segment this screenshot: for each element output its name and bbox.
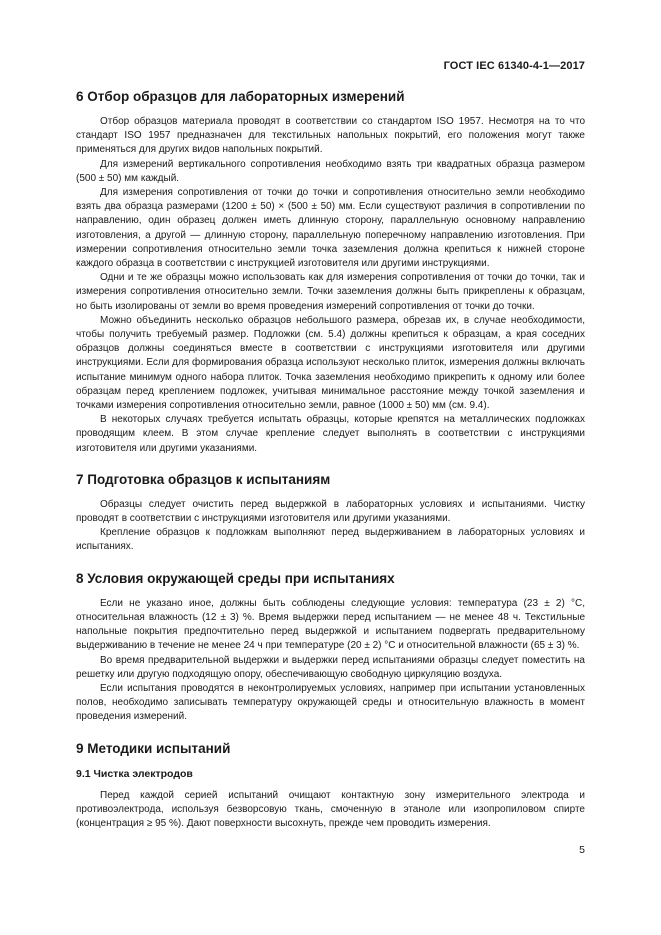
paragraph: Перед каждой серией испытаний очищают контактную зону измерительного электрода и противоэлектрода, используя безворсовую ткань, смоченную в этаноле или изопропиловом спирте (концентрация ≥ 95 %). Дают поверхности высохнуть, прежде чем проводить измерения. xyxy=(76,789,585,829)
subsection-heading: 9.1 Чистка электродов xyxy=(76,767,193,780)
paragraph: Крепление образцов к подложкам выполняют перед выдерживанием в лабораторных условиях и испытаниях. xyxy=(76,527,585,553)
section-heading: 7 Подготовка образцов к испытаниям xyxy=(76,471,331,487)
paragraph: Если не указано иное, должны быть соблюдены следующие условия: температура (23 ± 2) °С, относительная влажность (12 ± 3) %. Время выдержки перед испытанием — не менее 48 ч. Текстильные напольные покрытия предпочтительно перед выдержкой и испытанием подвергать предварительному выдерживанию в течение не менее 24 ч при температуре (20 ± 2) °С и относительной влажности (65 ± 3) %. xyxy=(76,597,585,652)
paragraph: Во время предварительной выдержки и выдержки перед испытаниями образцы следует поместить на решетку или другую подходящую опору, обеспечивающую свободную циркуляцию воздуха. xyxy=(76,654,585,680)
paragraph: Образцы следует очистить перед выдержкой в лабораторных условиях и испытаниями. Чистку проводят в соответствии с инструкциями изготовителя или другими указаниями. xyxy=(76,498,585,525)
paragraph: Можно объединить несколько образцов небольшого размера, обрезав их, в случае необходимости, чтобы получить требуемый размер. Подложки (см. 5.4) должны крепиться к образцам, а края соседних образцов должны соединяться вместе в соответствии с инструкциями изготовителя или другими инструкциями. Если для формирования образца используют несколько плиток, измерения должны включать испытание минимум одного набора плиток. Точка заземления необходимо прикрепить к одному или более образцам перед креплением подложек, учитывая минимальное расстояние между точкой заземления и точками измерения сопротивления относительно земли, равное (1000 ± 50) мм (см. 9.4). xyxy=(76,314,585,412)
section-8 xyxy=(76,571,585,725)
section-6 xyxy=(76,89,585,456)
page-number: 5 xyxy=(579,844,585,856)
paragraph: Для измерения сопротивления от точки до точки и сопротивления относительно земли необходимо взять два образца размерами (1200 ± 50) × (500 ± 50) мм. Если существуют различия в сопротивлении по направлению, один образец должен иметь длинную сторону, параллельную основному направлению изготовления, а другой — длинную сторону, параллельную поперечному направлению изготовления. При измерении сопротивления относительно земли точка заземления должна крепиться к нижней стороне каждого образца в соответствии с инструкцией изготовителя или другими инструкциями. xyxy=(76,187,585,270)
paragraph: Если испытания проводятся в неконтролируемых условиях, например при испытании установленных полов, необходимо записывать температуру окружающей среды и относительную влажность в момент проведения измерений. xyxy=(76,682,585,723)
paragraph: Для измерений вертикального сопротивления необходимо взять три квадратных образца размером (500 ± 50) мм каждый. xyxy=(76,158,585,184)
section-heading: 8 Условия окружающей среды при испытаниях xyxy=(76,570,395,586)
standard-header: ГОСТ IEC 61340-4-1—2017 xyxy=(443,60,585,72)
paragraph: Одни и те же образцы можно использовать как для измерения сопротивления от точки до точки, так и измерения сопротивления относительно земли. Точки заземления должны быть прикреплены к образцам, но быть изолированы от земли во время проведения измерений сопротивления от точки до точки. xyxy=(76,272,585,312)
section-heading: 6 Отбор образцов для лабораторных измерений xyxy=(76,89,405,104)
section-9 xyxy=(76,741,585,832)
section-7 xyxy=(76,472,585,555)
section-heading: 9 Методики испытаний xyxy=(76,740,231,756)
paragraph: В некоторых случаях требуется испытать образцы, которые крепятся на металлических подложках проводящим клеем. В этом случае крепление следует выполнять в соответствии с инструкциями изготовителя или другими указаниями. xyxy=(76,414,585,454)
paragraph: Отбор образцов материала проводят в соответствии со стандартом ISO 1957. Несмотря на то что стандарт ISO 1957 предназначен для текстильных напольных покрытий, его положения могут также применяться для других видов напольных покрытий. xyxy=(76,116,585,156)
document-body xyxy=(76,89,585,847)
